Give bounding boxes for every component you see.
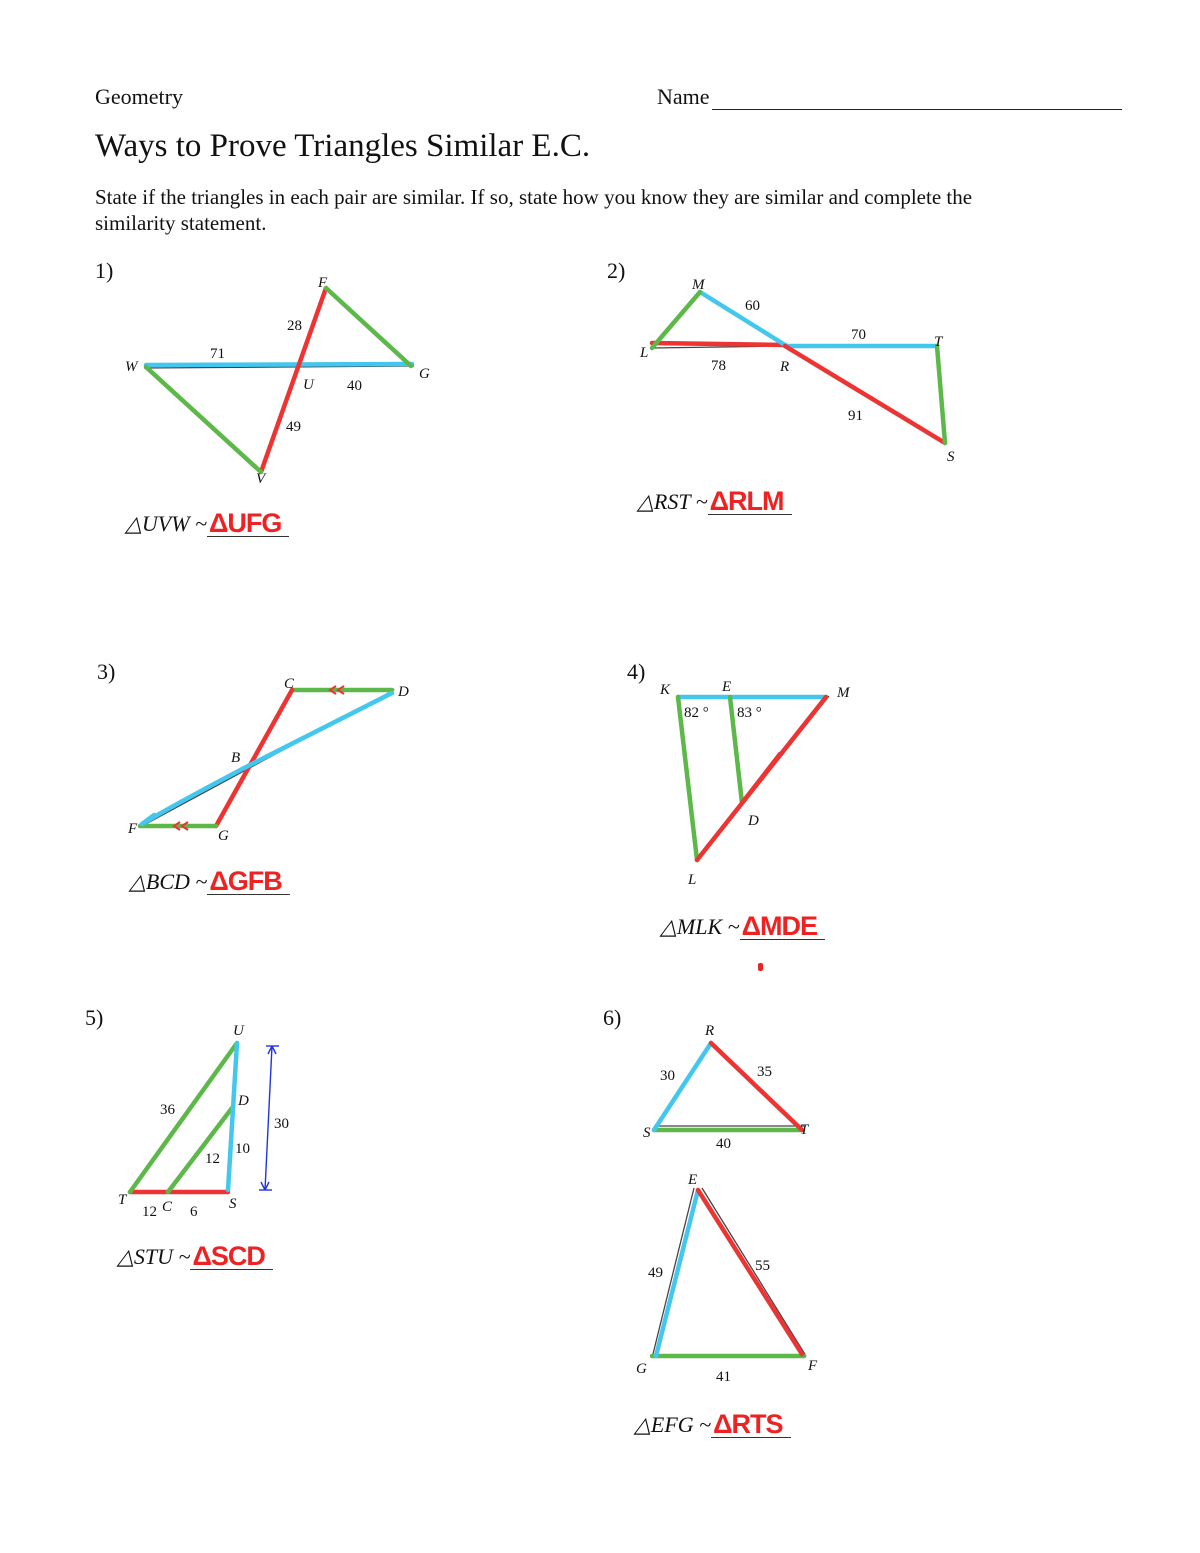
measure-RT: 35 (757, 1064, 772, 1080)
vertex-label-D: D (398, 684, 409, 700)
figure-problem-6 (636, 1023, 818, 1385)
statement-label: △MLK ~ (660, 914, 740, 939)
answer-field[interactable]: ΔRTS (711, 1411, 790, 1438)
statement-label: △BCD ~ (129, 869, 208, 894)
measure-RS: 30 (660, 1068, 675, 1084)
vertex-label-L: L (688, 872, 697, 888)
statement-problem-4 (660, 913, 825, 940)
vertex-label-F: F (318, 275, 328, 291)
vertex-label-D: D (748, 813, 759, 829)
vertex-label-M: M (692, 277, 705, 293)
measure-TC: 12 (142, 1204, 157, 1220)
vertex-label-B: B (231, 750, 241, 766)
vertex-label-V: V (256, 471, 266, 487)
measure-CS: 6 (190, 1204, 198, 1220)
problem-number-1: 1) (95, 258, 114, 283)
problem-number-3: 3) (97, 659, 116, 684)
vertex-label-E: E (688, 1172, 698, 1188)
course-label: Geometry (95, 84, 183, 109)
vertex-label-K: K (660, 682, 671, 698)
measure-MR: 60 (745, 298, 760, 314)
measure-WU: 71 (210, 346, 225, 362)
stray-ink-mark (758, 963, 763, 971)
measure-RS: 91 (848, 408, 863, 424)
problem-number-4: 4) (627, 659, 646, 684)
instructions: State if the triangles in each pair are similar. If so, state how you know they are similar and complete the similarity statement. (95, 185, 973, 235)
measure-ST: 40 (716, 1136, 731, 1152)
name-label: Name (657, 84, 710, 109)
measure-SD: 10 (235, 1141, 250, 1157)
answer-field[interactable]: ΔUFG (207, 510, 289, 537)
answer-field[interactable]: ΔRLM (708, 488, 792, 515)
vertex-label-W: W (125, 359, 138, 375)
measure-EG: 49 (648, 1265, 663, 1281)
angle-K: 82 ° (684, 705, 709, 721)
measure-CD: 12 (205, 1151, 220, 1167)
statement-problem-6 (634, 1411, 791, 1438)
figure-problem-1 (125, 275, 430, 487)
answer-field[interactable]: ΔSCD (190, 1243, 272, 1270)
statement-problem-1 (125, 510, 289, 537)
vertex-label-G: G (636, 1361, 647, 1377)
vertex-label-S: S (643, 1125, 651, 1141)
measure-GF: 41 (716, 1369, 731, 1385)
measure-EF: 55 (755, 1258, 770, 1274)
vertex-label-S: S (229, 1196, 237, 1212)
vertex-label-U: U (303, 377, 314, 393)
vertex-label-G: G (419, 366, 430, 382)
vertex-label-U: U (233, 1023, 244, 1039)
measure-SU: 30 (274, 1116, 289, 1132)
measure-LR: 78 (711, 358, 726, 374)
answer-field[interactable]: ΔMDE (740, 913, 825, 940)
vertex-label-S: S (947, 449, 955, 465)
vertex-label-F: F (128, 821, 138, 837)
vertex-label-R: R (705, 1023, 715, 1039)
problem-number-5: 5) (85, 1005, 104, 1030)
vertex-label-R: R (780, 359, 790, 375)
vertex-label-D: D (238, 1093, 249, 1109)
problem-number-2: 2) (607, 258, 626, 283)
vertex-label-M: M (837, 685, 850, 701)
angle-E: 83 ° (737, 705, 762, 721)
vertex-label-C: C (162, 1199, 173, 1215)
vertex-label-T: T (118, 1192, 127, 1208)
vertex-label-T: T (934, 334, 943, 350)
measure-FU: 28 (287, 318, 302, 334)
statement-label: △EFG ~ (634, 1412, 712, 1437)
statement-label: △UVW ~ (125, 511, 207, 536)
answer-field[interactable]: ΔGFB (207, 868, 289, 895)
statement-problem-2 (637, 488, 792, 515)
figure-problem-5 (118, 1023, 289, 1220)
vertex-label-L: L (640, 345, 649, 361)
vertex-label-E: E (722, 679, 732, 695)
figure-problem-2 (639, 277, 955, 465)
problem-number-6: 6) (603, 1005, 622, 1030)
measure-RT: 70 (851, 327, 866, 343)
figure-problem-4 (659, 679, 851, 888)
vertex-label-F: F (808, 1358, 818, 1374)
vertex-label-T: T (800, 1122, 809, 1138)
figure-problem-3 (127, 676, 409, 844)
vertex-label-C: C (284, 676, 295, 692)
statement-label: △RST ~ (637, 489, 708, 514)
measure-UV: 49 (286, 419, 301, 435)
worksheet-title: Ways to Prove Triangles Similar E.C. (95, 128, 591, 164)
statement-problem-3 (129, 868, 290, 895)
height-dimension-line (265, 1046, 272, 1190)
statement-problem-5 (117, 1243, 273, 1270)
measure-TU: 36 (160, 1102, 175, 1118)
statement-label: △STU ~ (117, 1244, 191, 1269)
measure-UG: 40 (347, 378, 362, 394)
vertex-label-G: G (218, 828, 229, 844)
